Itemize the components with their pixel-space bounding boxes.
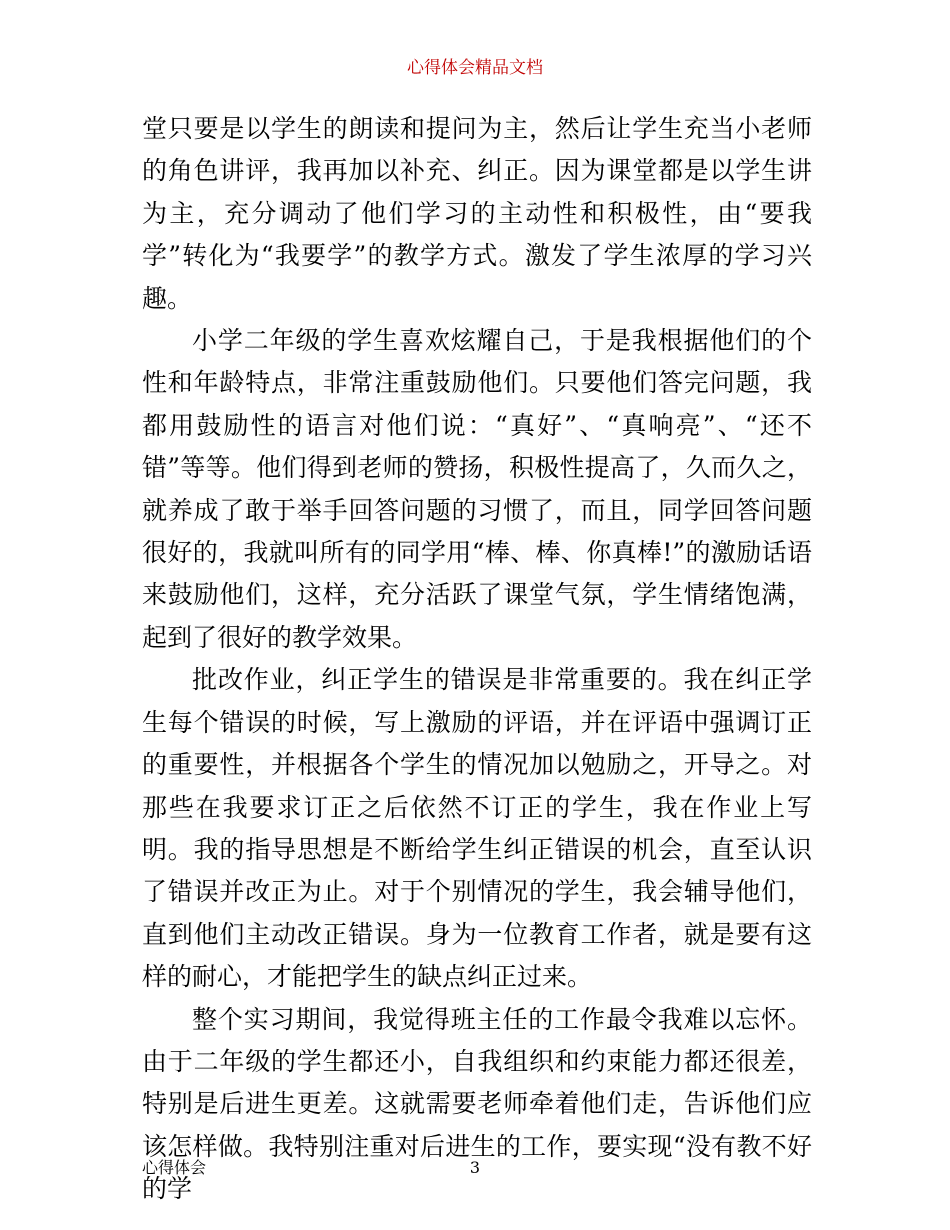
document-body <box>142 108 812 1211</box>
footer-label: 心得体会 <box>142 1158 207 1177</box>
paragraph-class-teacher: 整个实习期间，我觉得班主任的工作最令我难以忘怀。由于二年级的学生都还小，自我组织和约束能力都还很差，特别是后进生更差。这就需要老师牵着他们走，告诉他们应该怎样做。我特别注重对后进生的工作，要实现“没有教不好的学 <box>142 1004 812 1204</box>
paragraph-continued: 堂只要是以学生的朗读和提问为主，然后让学生充当小老师的角色讲评，我再加以补充、纠正。因为课堂都是以学生讲为主，充分调动了他们学习的主动性和积极性，由“要我学”转化为“我要学”的教学方式。激发了学生浓厚的学习兴趣。 <box>142 114 812 313</box>
paragraph-homework-correction: 批改作业，纠正学生的错误是非常重要的。我在纠正学生每个错误的时候，写上激励的评语，并在评语中强调订正的重要性，并根据各个学生的情况加以勉励之，开导之。对那些在我要求订正之后依然不订正的学生，我在作业上写明。我的指导思想是不断给学生纠正错误的机会，直至认识了错误并改正为止。对于个别情况的学生，我会辅导他们，直到他们主动改正错误。身为一位教育工作者，就是要有这样的耐心，才能把学生的缺点纠正过来。 <box>142 665 812 992</box>
page-number: 3 <box>469 1158 481 1177</box>
page-header-title: 心得体会精品文档 <box>407 58 543 78</box>
paragraph-encouragement: 小学二年级的学生喜欢炫耀自己，于是我根据他们的个性和年龄特点，非常注重鼓励他们。只要他们答完问题，我都用鼓励性的语言对他们说：“真好”、“真响亮”、“还不错”等等。他们得到老师的赞扬，积极性提高了，久而久之，就养成了敢于举手回答问题的习惯了，而且，同学回答问题很好的，我就叫所有的同学用“棒、棒、你真棒!”的激励话语来鼓励他们，这样，充分活跃了课堂气氛，学生情绪饱满，起到了很好的教学效果。 <box>142 326 812 652</box>
